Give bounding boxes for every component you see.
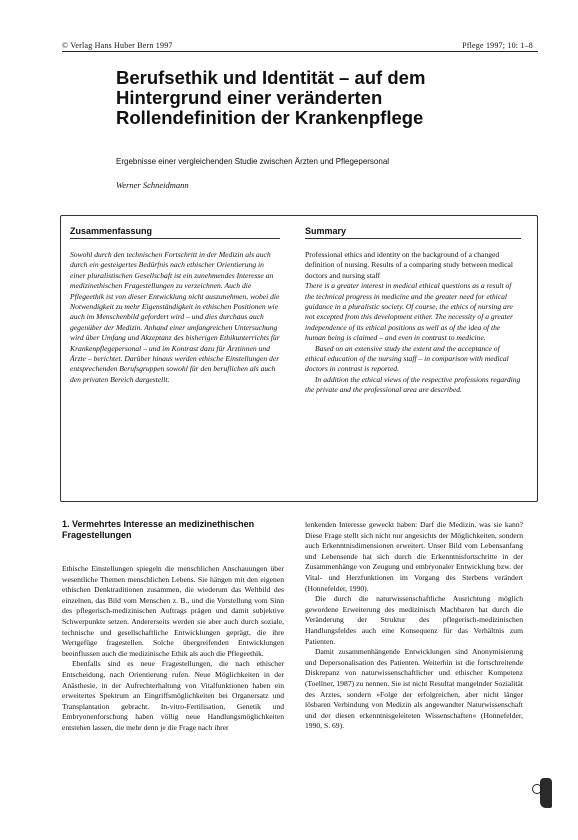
body-left-column [62, 564, 284, 734]
header-right: Pflege 1997; 10: 1–8 [462, 41, 533, 50]
abstract-en-title-line: Professional ethics and identity on the background of a changed definition of nursing. Results of a comparing study between medical doctors and nursing staff [305, 250, 513, 280]
article-author: Werner Schneidmann [116, 180, 189, 190]
abstract-de-text [70, 250, 280, 385]
body-paragraph-5: Damit zusammenhängende Entwicklungen sind Anonymisierung und Depersonalisation des Patienten. Weiterhin ist die fortschreitende Diskrepanz von naturwissenschaftlicher und ethischer Kompetenz (Toellner, 1987) zu nennen. Sie ist nicht Resultat mangelnder Sozialität des Arztes, sondern »Folge der erfolgreichen, aber nicht länger lösbaren Verbindung von Medizin als angewandter Naturwissenschaft und der diesen erkenntnisgeleiteten Wissenschaften« (Honnefelder, 1990, S. 69). [305, 647, 523, 731]
abstract-en-text [305, 250, 521, 396]
body-paragraph-1: Ethische Einstellungen spiegeln die menschlichen Anschauungen über wesentliche Themen menschlichen Lebens. Sie hängen mit den eigenen ethischen Denktraditionen zusammen, die wiederum das Weltbild des einzelnen, das Bild vom Menschen z. B., und die Vorstellung vom Sinn des pflegerisch-medizinischen Auftrags prägen und damit subjektive Schwerpunkte setzen. Andererseits werden sie aber auch durch soziale, technische und gesellschaftliche Entwicklungen geprägt, die ihre Wertgefüge fragestellen. Solche übergreifenden Entwicklungen beeinflussen auch die medizinische Ethik als auch die Pflegeethik. [62, 564, 284, 658]
abstract-en-rule [305, 238, 521, 239]
article-title: Berufsethik und Identität – auf dem Hintergrund einer veränderten Rollendefinition der Krankenpflege [116, 67, 426, 128]
body-right-column [305, 520, 523, 732]
body-paragraph-2: Ebenfalls sind es neue Fragestellungen, die nach ethischer Entscheidung, nach Orientierung rufen. Neue Möglichkeiten in der Anästhesie, in der Aufrechterhaltung von Vitalfunktionen haben ein erweitertes Spektrum an Eingriffsmöglichkeiten bei Organersatz und Transplantation gebracht. In-vitro-Fertilisation, Genetik und Embryonenforschung haben völlig neue Handlungsmöglichkeiten entstehen lassen, die mehr denn je die Frage nach ihrer [62, 659, 284, 732]
body-paragraph-3: lenkenden Interesse geweckt haben: Darf die Medizin, was sie kann? Diese Frage stellt sich nicht nur angesichts der Möglichkeiten, sondern auch Erkenntnisdimensionen erweitert. Unser Bild vom Lebensanfang und Lebensende hat sich durch die Erkenntnisfortschritte in der Zusammenhänge von Zeugung und embryonaler Entwicklung bzw. der Vital- und Herzfunktionen im Vorgang des Sterbens verändert (Honnefelder, 1990). [305, 520, 523, 593]
margin-ink-dot [532, 784, 542, 794]
abstract-de-paragraph: Sowohl durch den technischen Fortschritt in der Medizin als auch durch ein gesteigertes Bedürfnis nach ethischer Orientierung in einer pluralistischen Gesellschaft ist ein zunehmendes Interesse an medizinethischen Fragestellungen zu verzeichnen. Auch die Pflegeethik ist von dieser Entwicklung nicht auszunehmen, wobei die Notwendigkeit zu mehr Eigenständigkeit in ethischen Positionen wie auch im Menschenbild gefordert wird – und dies durchaus auch gegenüber der Medizin. Anhand einer umfangreichen Untersuchung wird über Umfang und Akzeptanz des bisherigen Ethikunterrichts für Krankenpflegepersonal – und im Kontrast dazu für Ärztinnen und Ärzte – berichtet. Darüber hinaus werden ethische Einstellungen der entsprechenden Berufsgruppen sowohl für den beruflichen als auch den privaten Bereich dargestellt. [70, 250, 280, 384]
margin-ink-mark [540, 778, 552, 808]
body-paragraph-4: Die durch die naturwissenschaftliche Ausrichtung möglich gewordene Erweiterung des medizinisch Machbaren hat durch die Veränderung der Struktur des pflegerisch-medizinischen Handlungsfeldes auch eine Konsequenz für das Verhältnis zum Patienten. [305, 594, 523, 646]
abstract-de-heading: Zusammenfassung [70, 226, 153, 236]
abstract-en-paragraph-3: In addition the ethical views of the respective professions regarding the private and the professional area are described. [305, 374, 521, 395]
header-left: © Verlag Hans Huber Bern 1997 [62, 41, 173, 50]
article-subtitle: Ergebnisse einer vergleichenden Studie zwischen Ärzten und Pflegepersonal [116, 157, 390, 166]
abstract-de-rule [70, 238, 280, 239]
header-rule [62, 51, 538, 52]
section-1-heading: 1. Vermehrtes Interesse an medizinethischen Fragestellungen [62, 519, 255, 540]
abstract-en-heading: Summary [305, 226, 347, 236]
abstract-en-paragraph-2: Based on an extensive study the extent and the acceptance of ethical education of the nursing staff – in comparison with medical doctors in contrast is reported. [305, 343, 509, 374]
abstract-en-paragraph-1: There is a greater interest in medical ethical questions as a result of the technical progress in medicine and the greater need for ethical guidance in a pluralistic society. Of course, the ethics of nursing are not excepted from this development either. The necessity of a greater independence of its ethical positions as well as of the idea of the human being is claimed – and even in contrast to medicine. [305, 281, 513, 343]
